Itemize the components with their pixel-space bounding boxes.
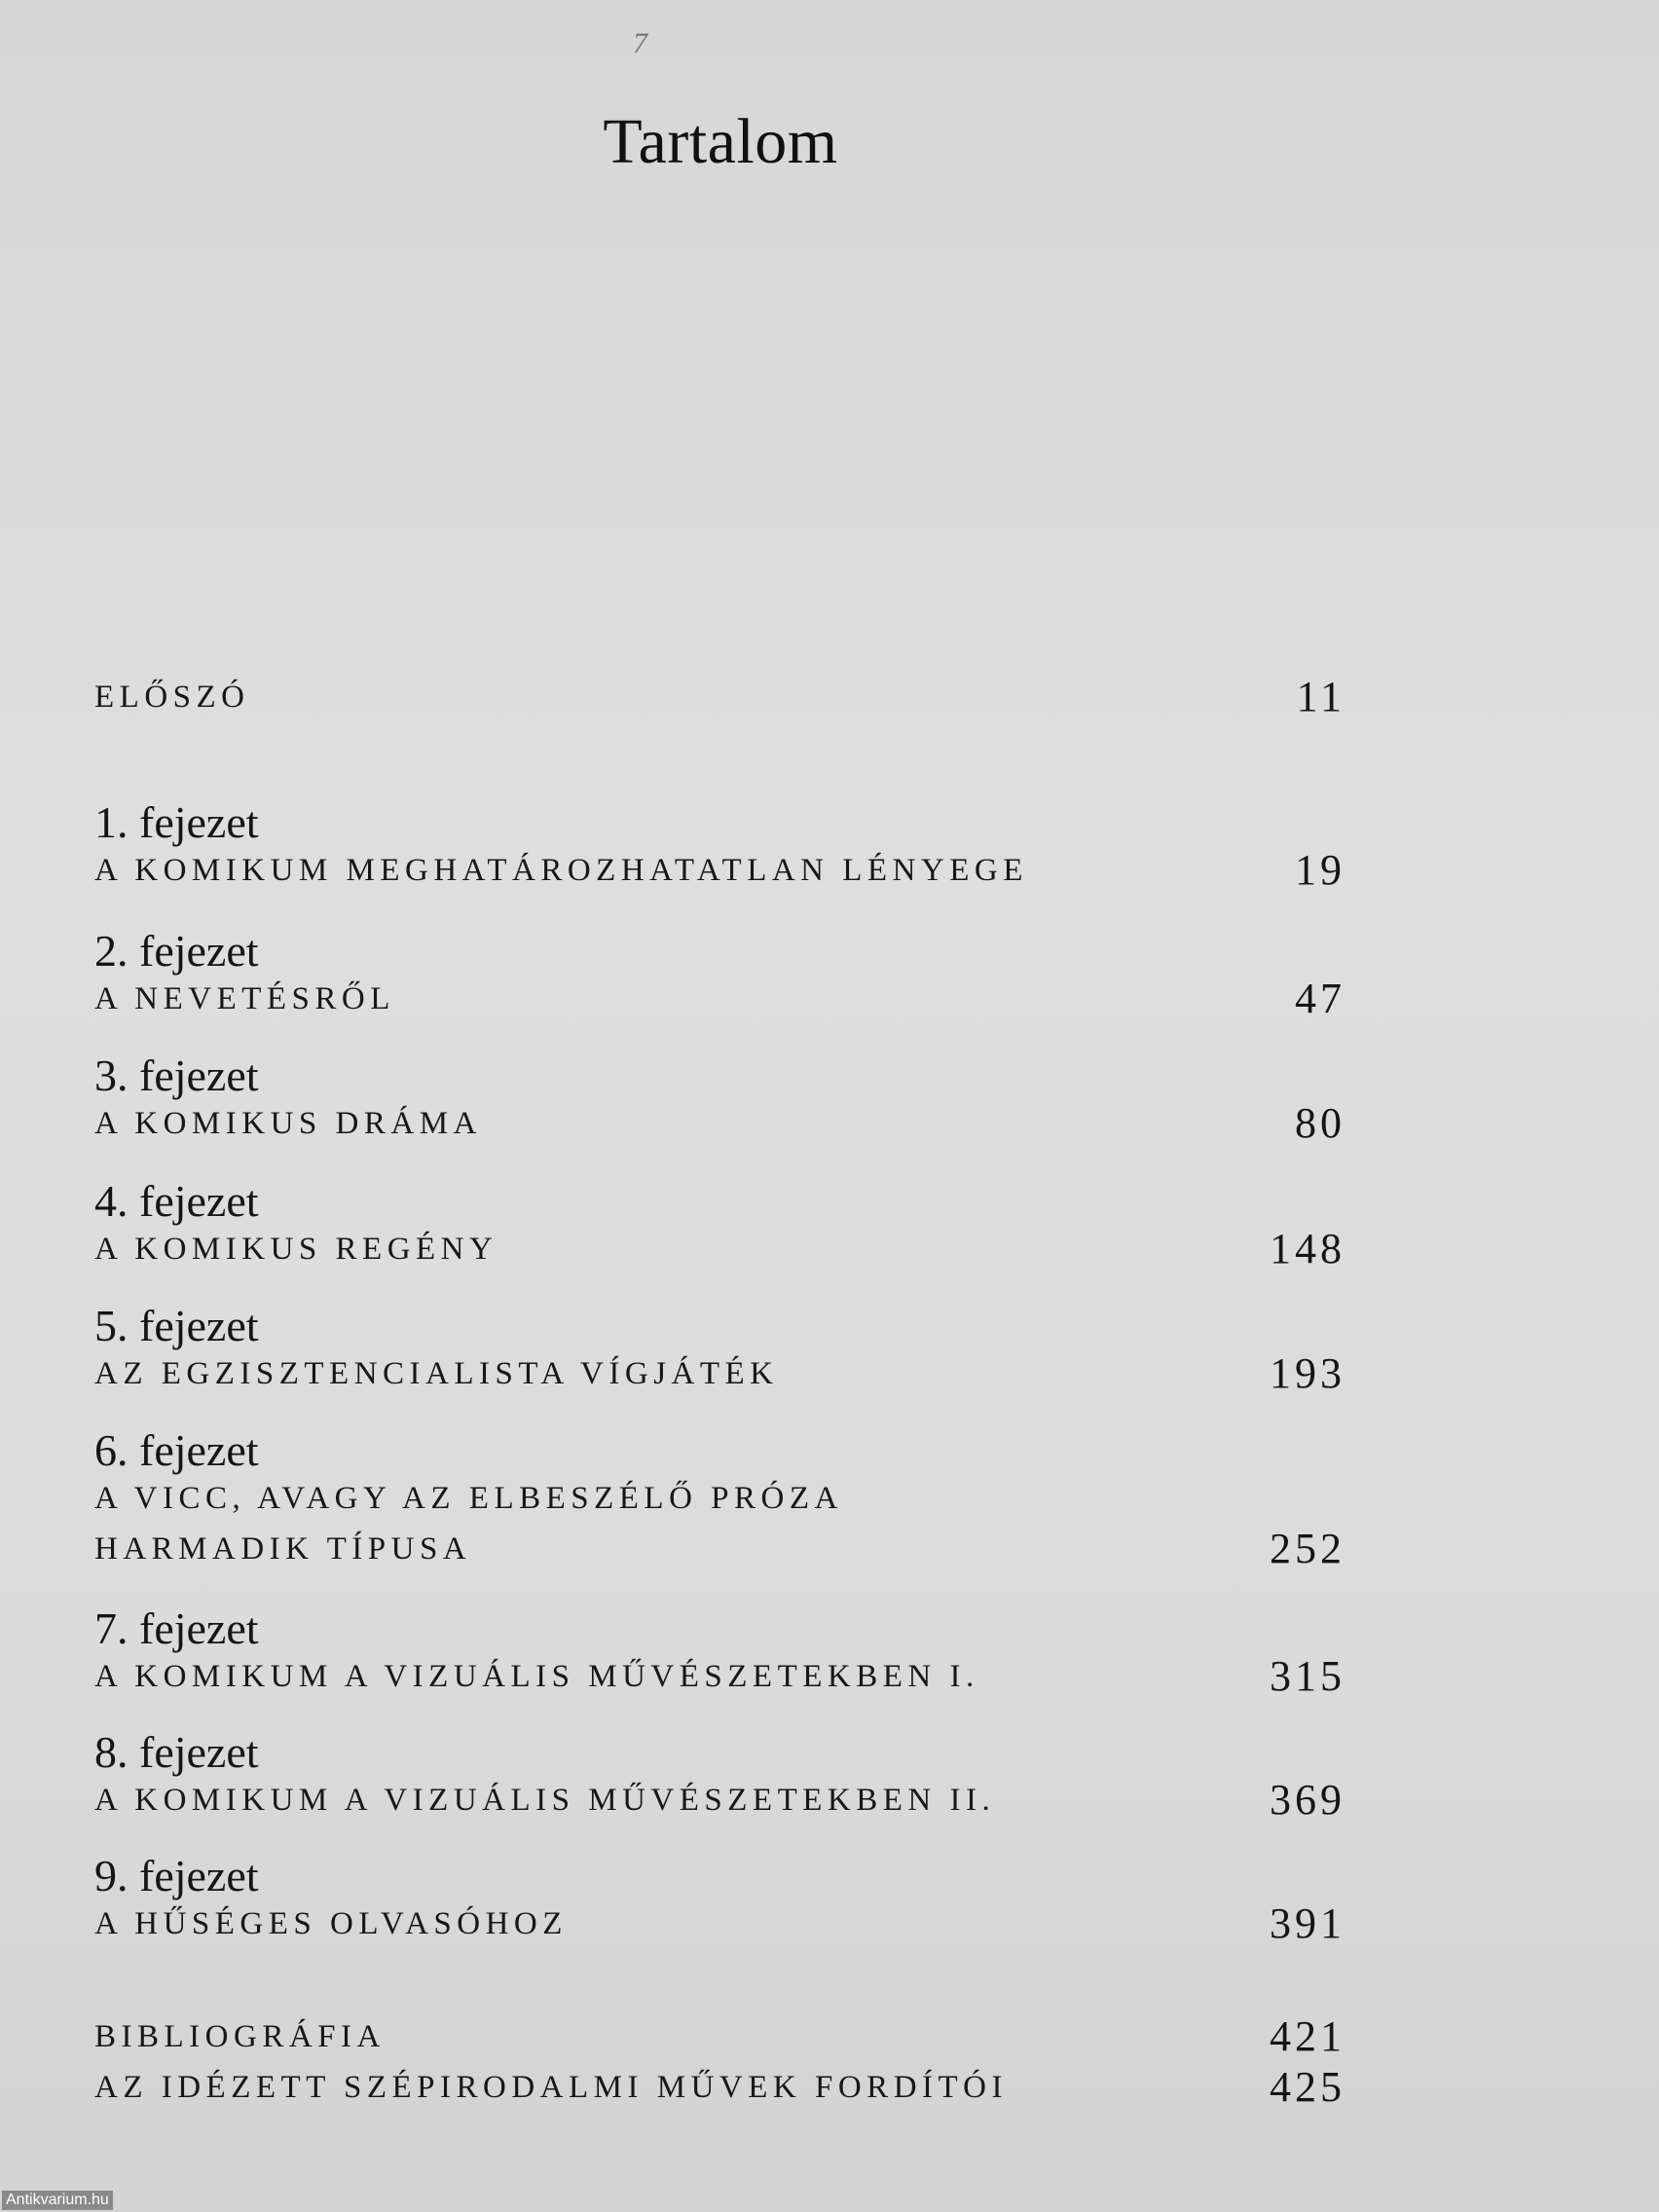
chapter-title: A KOMIKUM MEGHATÁROZHATATLAN LÉNYEGE [94, 853, 1028, 888]
chapter-label: 1. fejezet [94, 797, 259, 847]
chapter-title: AZ EGZISZTENCIALISTA VÍGJÁTÉK [94, 1356, 779, 1391]
toc-chapter-9[interactable] [94, 1851, 1346, 1949]
chapter-page: 369 [1270, 1776, 1346, 1824]
chapter-title: A KOMIKUM A VIZUÁLIS MŰVÉSZETEKBEN I. [94, 1659, 979, 1694]
toc-entry-title: ELŐSZÓ [94, 680, 250, 715]
chapter-page: 252 [1270, 1525, 1346, 1572]
chapter-title: A NEVETÉSRŐL [94, 981, 395, 1016]
chapter-title: A KOMIKUM A VIZUÁLIS MŰVÉSZETEKBEN II. [94, 1783, 996, 1818]
toc-chapter-6[interactable] [94, 1425, 1346, 1574]
chapter-label: 2. fejezet [94, 926, 259, 976]
chapter-label: 7. fejezet [94, 1604, 259, 1653]
toc-entry-page: 425 [1270, 2063, 1346, 2111]
toc-entry-eloszo[interactable] [94, 672, 1346, 722]
toc-entry-bibliografia[interactable] [94, 2011, 1346, 2062]
toc-entry-forditoi[interactable] [94, 2062, 1346, 2113]
toc-chapter-2[interactable] [94, 926, 1346, 1024]
toc-chapter-5[interactable] [94, 1301, 1346, 1399]
page-title: Tartalom [603, 106, 838, 177]
chapter-label: 6. fejezet [94, 1425, 259, 1475]
chapter-title-line-2: HARMADIK TÍPUSA [94, 1531, 472, 1567]
chapter-label: 3. fejezet [94, 1051, 259, 1100]
chapter-page: 148 [1270, 1225, 1346, 1272]
toc-chapter-4[interactable] [94, 1176, 1346, 1274]
chapter-page: 193 [1270, 1349, 1346, 1397]
chapter-label: 9. fejezet [94, 1851, 259, 1900]
chapter-page: 315 [1270, 1652, 1346, 1700]
page-number: 7 [633, 27, 647, 59]
chapter-title: A KOMIKUS DRÁMA [94, 1106, 482, 1141]
chapter-title-line-1: A VICC, AVAGY AZ ELBESZÉLŐ PRÓZA [94, 1481, 843, 1516]
chapter-page: 80 [1295, 1099, 1346, 1147]
toc-chapter-8[interactable] [94, 1727, 1346, 1825]
watermark: Antikvarium.hu [2, 2191, 113, 2210]
toc-entry-title: AZ IDÉZETT SZÉPIRODALMI MŰVEK FORDÍTÓI [94, 2070, 1008, 2105]
chapter-page: 391 [1270, 1899, 1346, 1947]
chapter-label: 8. fejezet [94, 1727, 259, 1777]
chapter-label: 5. fejezet [94, 1301, 259, 1350]
toc-entry-page: 421 [1270, 2012, 1346, 2060]
chapter-title: A HŰSÉGES OLVASÓHOZ [94, 1906, 568, 1941]
toc-chapter-1[interactable] [94, 797, 1346, 896]
toc-chapter-7[interactable] [94, 1606, 1346, 1702]
toc-chapter-3[interactable] [94, 1053, 1346, 1149]
chapter-page: 47 [1295, 975, 1346, 1022]
chapter-label: 4. fejezet [94, 1176, 259, 1226]
chapter-title: A KOMIKUS REGÉNY [94, 1232, 498, 1267]
toc-entry-page: 11 [1296, 673, 1346, 720]
chapter-page: 19 [1295, 846, 1346, 894]
toc-entry-title: BIBLIOGRÁFIA [94, 2019, 386, 2054]
